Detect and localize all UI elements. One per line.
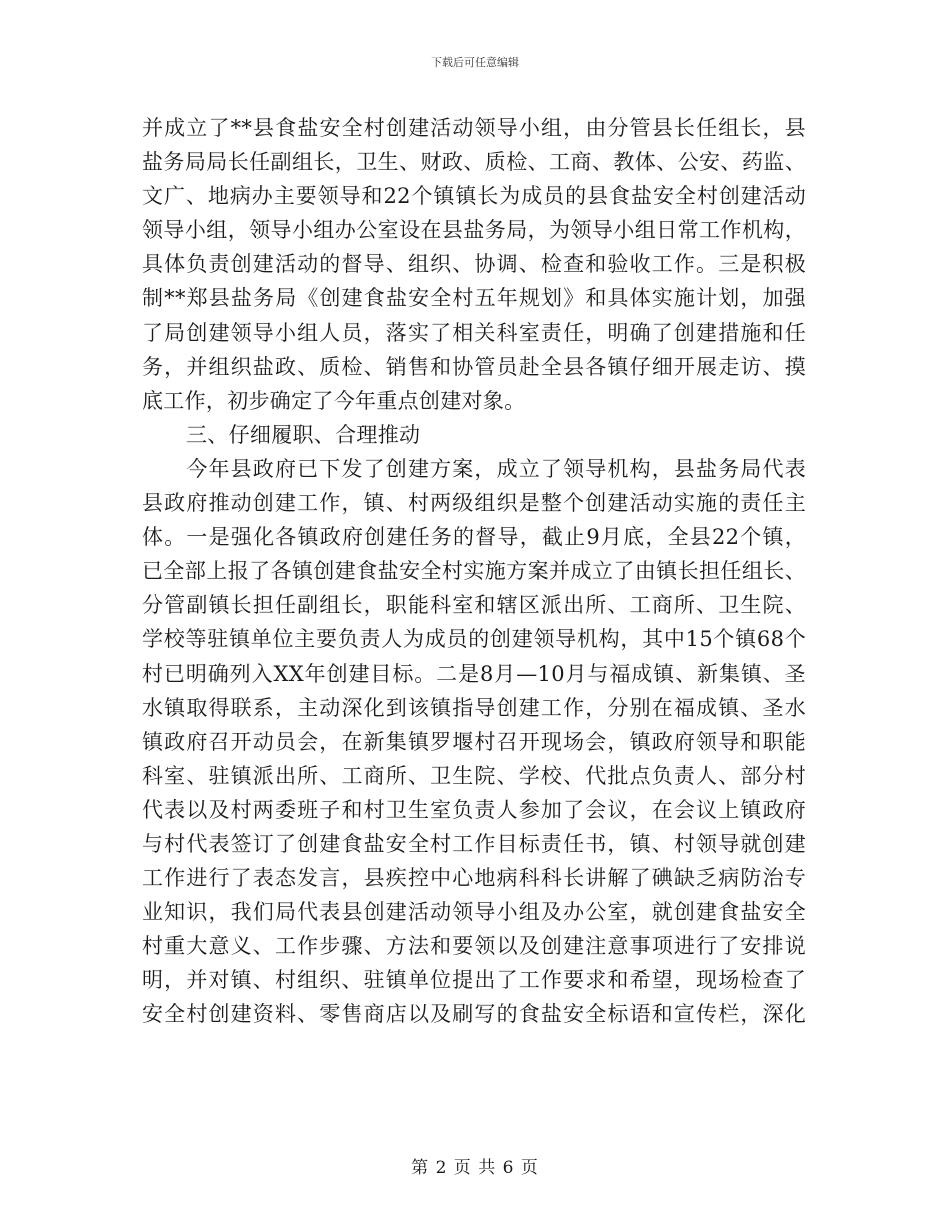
section-heading: 三、仔细履职、合理推动 xyxy=(186,422,421,447)
paragraph-line: 体。一是强化各镇政府创建任务的督导，截止9月底，全县22个镇， xyxy=(142,525,806,550)
paragraph-line: 文广、地病办主要领导和22个镇镇长为成员的县食盐安全村创建活动 xyxy=(142,184,806,209)
paragraph-line: 已全部上报了各镇创建食盐安全村实施方案并成立了由镇长担任组长、 xyxy=(142,559,806,584)
paragraph-line: 领导小组，领导小组办公室设在县盐务局，为领导小组日常工作机构， xyxy=(142,218,806,243)
paragraph-line: 了局创建领导小组人员，落实了相关科室责任，明确了创建措施和任 xyxy=(142,320,806,345)
paragraph-line: 安全村创建资料、零售商店以及刷写的食盐安全标语和宣传栏，深化 xyxy=(142,1002,806,1027)
paragraph-line: 村已明确列入XX年创建目标。二是8月—10月与福成镇、新集镇、圣 xyxy=(142,661,806,686)
paragraph-line: 盐务局局长任副组长，卫生、财政、质检、工商、教体、公安、药监、 xyxy=(142,150,806,175)
paragraph-line: 水镇取得联系，主动深化到该镇指导创建工作，分别在福成镇、圣水 xyxy=(142,695,806,720)
paragraph-line: 今年县政府已下发了创建方案，成立了领导机构，县盐务局代表 xyxy=(142,456,806,481)
paragraph-line: 业知识，我们局代表县创建活动领导小组及办公室，就创建食盐安全 xyxy=(142,900,806,925)
paragraph-line: 代表以及村两委班子和村卫生室负责人参加了会议，在会议上镇政府 xyxy=(142,797,806,822)
paragraph-line: 学校等驻镇单位主要负责人为成员的创建领导机构，其中15个镇68个 xyxy=(142,627,806,652)
paragraph-line: 明，并对镇、村组织、驻镇单位提出了工作要求和希望，现场检查了 xyxy=(142,968,806,993)
paragraph-line: 具体负责创建活动的督导、组织、协调、检查和验收工作。三是积极 xyxy=(142,252,806,277)
paragraph-line: 制**郑县盐务局《创建食盐安全村五年规划》和具体实施计划，加强 xyxy=(142,286,806,311)
document-body xyxy=(142,111,806,1032)
paragraph-line: 村重大意义、工作步骤、方法和要领以及创建注意事项进行了安排说 xyxy=(142,934,806,959)
page-number-footer: 第 2 页 共 6 页 xyxy=(411,1158,539,1178)
page-header-note: 下载后可任意编辑 xyxy=(431,56,519,69)
paragraph-line: 与村代表签订了创建食盐安全村工作目标责任书，镇、村领导就创建 xyxy=(142,831,806,856)
paragraph-line: 工作进行了表态发言，县疾控中心地病科科长讲解了碘缺乏病防治专 xyxy=(142,866,806,891)
paragraph-line: 务，并组织盐政、质检、销售和协管员赴全县各镇仔细开展走访、摸 xyxy=(142,354,806,379)
paragraph-line: 分管副镇长担任副组长，职能科室和辖区派出所、工商所、卫生院、 xyxy=(142,593,806,618)
paragraph-line: 镇政府召开动员会，在新集镇罗堰村召开现场会，镇政府领导和职能 xyxy=(142,729,806,754)
paragraph-line: 底工作，初步确定了今年重点创建对象。 xyxy=(142,388,526,413)
paragraph-line: 科室、驻镇派出所、工商所、卫生院、学校、代批点负责人、部分村 xyxy=(142,763,806,788)
paragraph-line: 县政府推动创建工作，镇、村两级组织是整个创建活动实施的责任主 xyxy=(142,491,806,516)
paragraph-line: 并成立了**县食盐安全村创建活动领导小组，由分管县长任组长，县 xyxy=(142,116,806,140)
